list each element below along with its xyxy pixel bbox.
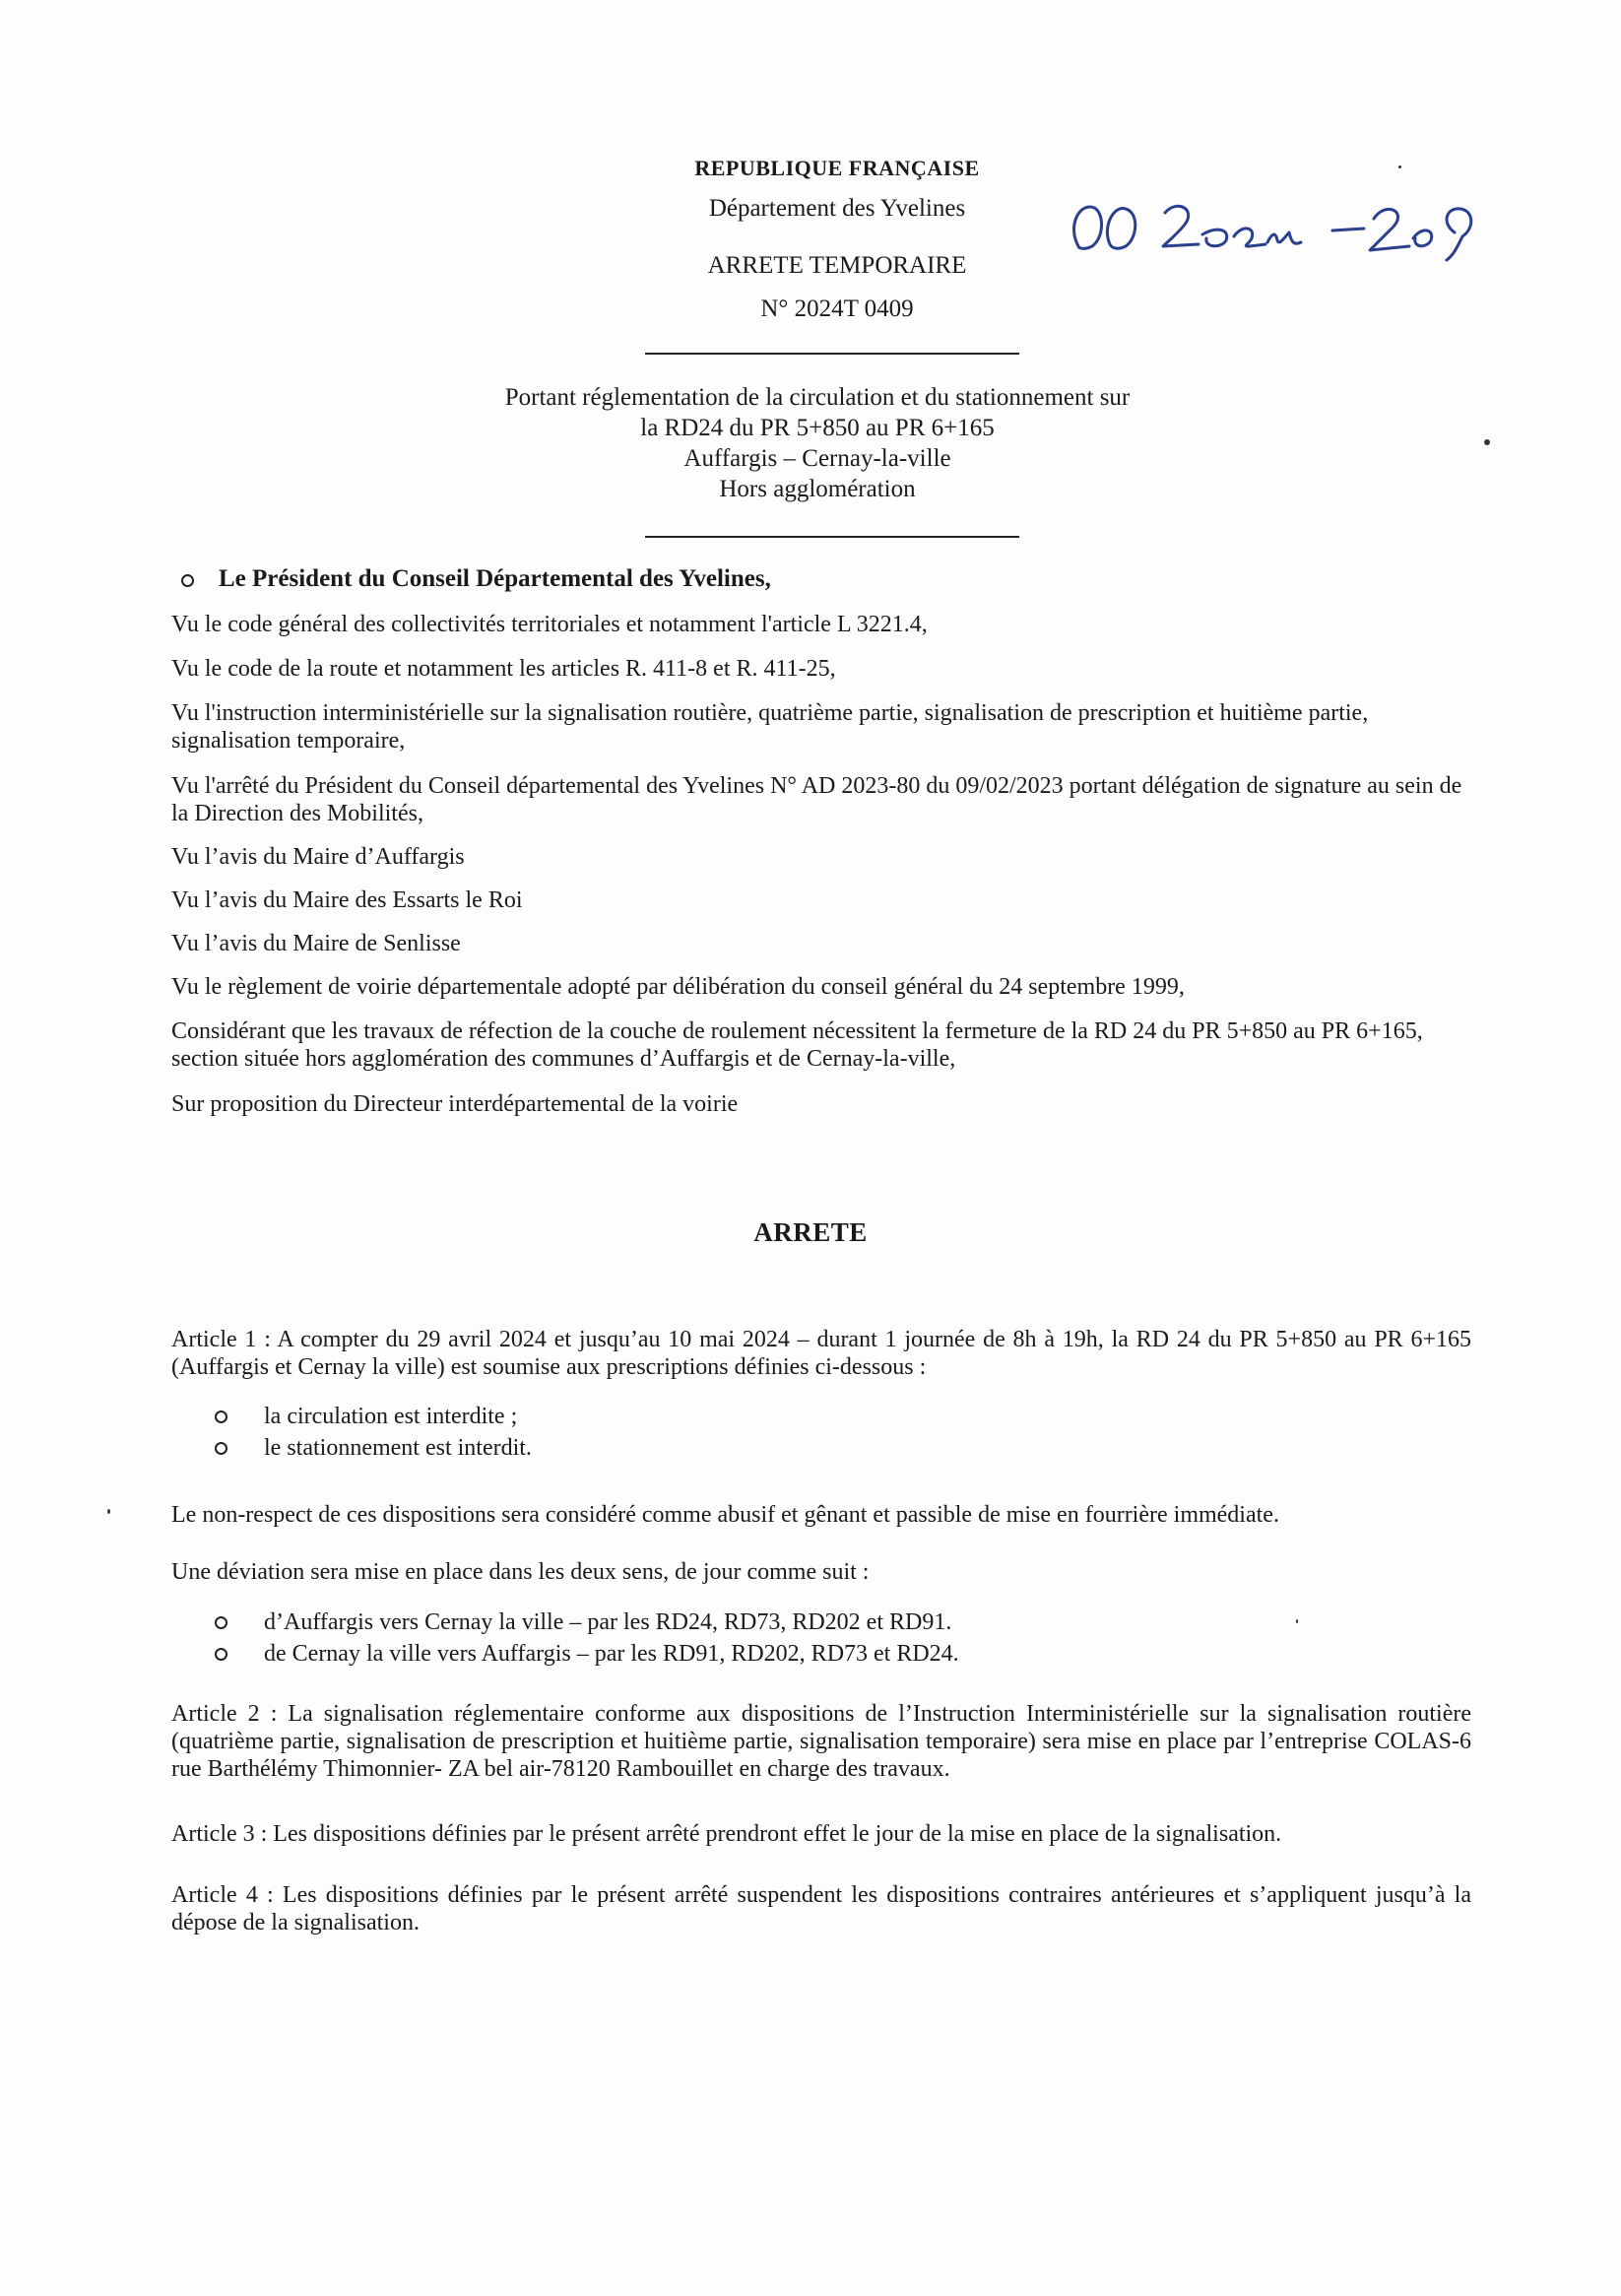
considerant-clause: Considérant que les travaux de réfection de la couche de roulement nécessitent la fermeture de la RD 24 du PR 5+850 au PR 6+165, section située hors agglomération des communes d’Auffargis et de Cernay-la-ville,: [171, 1018, 1423, 1072]
subject-line: Hors agglomération: [719, 476, 916, 502]
subject-line: la RD24 du PR 5+850 au PR 6+165: [640, 415, 995, 441]
scan-speck: [1484, 439, 1490, 445]
bullet-icon: [215, 1648, 227, 1661]
subject-line: Portant réglementation de la circulation et du stationnement sur: [504, 384, 1131, 411]
act-number: N° 2024T 0409: [760, 295, 914, 322]
article-1: Article 1 : A compter du 29 avril 2024 et jusqu’au 10 mai 2024 – durant 1 journée de 8h à 19h, la RD 24 du PR 5+850 au PR 6+165 (Auffargis et Cernay la ville) est soumise aux prescriptions définies ci-dessous :: [171, 1327, 1471, 1380]
bullet-icon: [181, 574, 194, 587]
article-3: Article 3 : Les dispositions définies par le présent arrêté prendront effet le jour de la mise en place de la signalisation.: [171, 1821, 1282, 1847]
deviation-item: de Cernay la ville vers Auffargis – par les RD91, RD202, RD73 et RD24.: [264, 1641, 959, 1667]
deviation-intro: Une déviation sera mise en place dans les deux sens, de jour comme suit :: [171, 1559, 870, 1585]
proposition-clause: Sur proposition du Directeur interdépartemental de la voirie: [171, 1091, 739, 1117]
bullet-icon: [215, 1442, 227, 1455]
president-line: Le Président du Conseil Départemental des Yvelines,: [219, 565, 771, 592]
subject-line: Auffargis – Cernay-la-ville: [683, 445, 951, 472]
arrete-heading: ARRETE: [753, 1217, 868, 1247]
bullet-icon: [215, 1616, 227, 1629]
article-4: Article 4 : Les dispositions définies par le présent arrêté suspendent les dispositions contraires antérieures et s’appliquent jusqu’à la dépose de la signalisation.: [171, 1882, 1471, 1935]
republic-heading: REPUBLIQUE FRANÇAISE: [694, 156, 980, 180]
non-respect-clause: Le non-respect de ces dispositions sera considéré comme abusif et gênant et passible de mise en fourrière immédiate.: [171, 1502, 1279, 1528]
vu-clause: Vu le règlement de voirie départementale adopté par délibération du conseil général du 24 septembre 1999,: [171, 974, 1185, 1000]
bullet-icon: [215, 1410, 227, 1423]
vu-clause: Vu l’avis du Maire de Senlisse: [171, 931, 461, 956]
handwritten-reference-annotation: [1069, 189, 1502, 268]
scan-speck: [107, 1509, 110, 1514]
act-type: ARRETE TEMPORAIRE: [707, 252, 967, 279]
header-divider: [645, 353, 1019, 355]
vu-clause: Vu l’avis du Maire des Essarts le Roi: [171, 887, 523, 913]
deviation-item: d’Auffargis vers Cernay la ville – par les RD24, RD73, RD202 et RD91.: [264, 1609, 952, 1635]
vu-clause: Vu l'arrêté du Président du Conseil départemental des Yvelines N° AD 2023-80 du 09/02/2023 portant délégation de signature au sein de la Direction des Mobilités,: [171, 773, 1462, 826]
vu-clause: Vu le code de la route et notamment les articles R. 411-8 et R. 411-25,: [171, 656, 836, 682]
vu-clause: Vu l'instruction interministérielle sur la signalisation routière, quatrième partie, signalisation de prescription et huitième partie, signalisation temporaire,: [171, 700, 1369, 754]
scan-speck: [1296, 1619, 1298, 1623]
article-1-item: la circulation est interdite ;: [264, 1404, 518, 1429]
vu-clause: Vu le code général des collectivités territoriales et notamment l'article L 3221.4,: [171, 612, 928, 637]
scan-speck: [1398, 165, 1401, 168]
article-1-item: le stationnement est interdit.: [264, 1435, 532, 1461]
subject-divider: [645, 536, 1019, 538]
vu-clause: Vu l’avis du Maire d’Auffargis: [171, 844, 465, 870]
department-name: Département des Yvelines: [708, 195, 966, 222]
subject-block: [433, 382, 1201, 504]
article-2: Article 2 : La signalisation réglementaire conforme aux dispositions de l’Instruction Interministérielle sur la signalisation routière (quatrième partie, signalisation de prescription et huitième partie, signalisation temporaire) sera mise en place par l’entreprise COLAS-6 rue Barthélémy Thimonnier- ZA bel air-78120 Rambouillet en charge des travaux.: [171, 1701, 1471, 1782]
